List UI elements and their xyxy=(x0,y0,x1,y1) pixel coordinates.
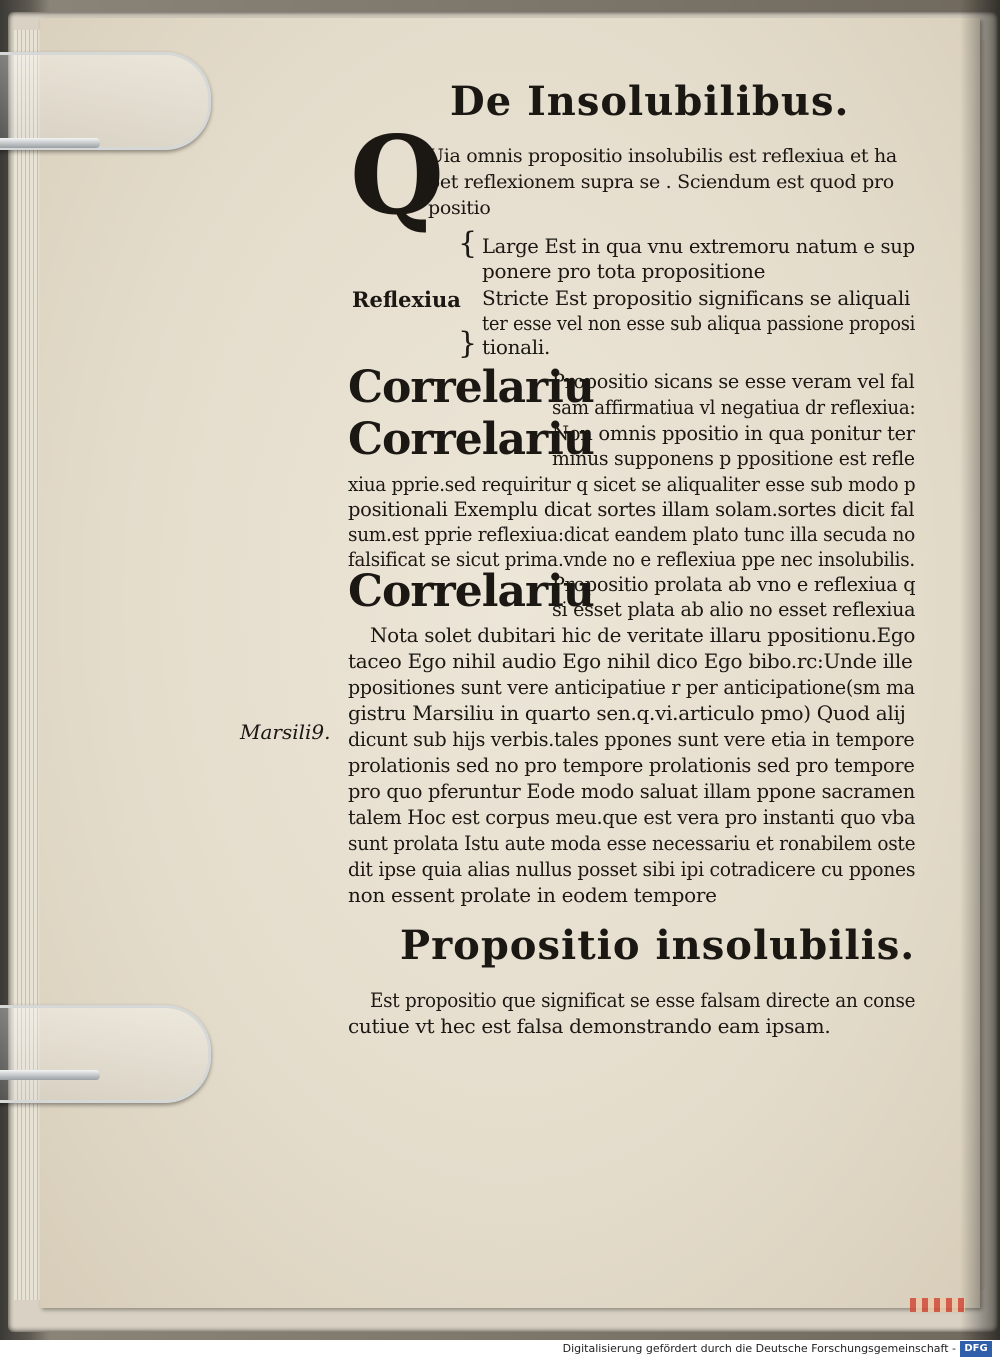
nota-line: gistru Marsiliu in quarto sen.q.vi.articulo pmo) Quod alij xyxy=(348,701,906,725)
corollary-line: positionali Exemplu dicat sortes illam solam.sortes dicit fal xyxy=(348,497,915,521)
corollary-heading: Correlariu xyxy=(348,362,594,413)
intro-line: bet reflexionem supra se . Sciendum est quod pro xyxy=(428,171,894,193)
nota-line: ppositiones sunt vere anticipatiue r per anticipatione(sm ma xyxy=(348,675,915,699)
color-calibration-strip xyxy=(910,1298,965,1312)
bracket-open: { xyxy=(458,226,478,261)
nota-line: non essent prolate in eodem tempore xyxy=(348,883,717,907)
corollary-line: Non omnis ppositio in qua ponitur ter xyxy=(552,421,915,445)
book-clamp-bottom xyxy=(0,1005,211,1103)
definition-line: tionali. xyxy=(482,335,551,359)
clamp-bar-bottom xyxy=(0,1070,100,1080)
corollary-line: sam affirmatiua vl negatiua dr reflexiua: xyxy=(552,395,916,419)
bracket-close: } xyxy=(458,326,478,361)
definition-line: ter esse vel non esse sub aliqua passione proposi xyxy=(482,311,916,335)
definition-line: Stricte Est propositio significans se aliquali xyxy=(482,286,911,310)
nota-line: dit ipse quia alias nullus posset sibi ipi cotradicere cu ppones xyxy=(348,857,916,881)
definition-label: Reflexiua xyxy=(352,287,461,312)
nota-line: sunt prolata Istu aute moda esse necessariu et ronabilem oste xyxy=(348,831,916,855)
corollary-line: xiua pprie.sed requiritur q sicet se aliqualiter esse sub modo p xyxy=(348,472,916,496)
gutter-shadow xyxy=(960,0,1000,1340)
definition-text-line: cutiue vt hec est falsa demonstrando eam ipsam. xyxy=(348,1014,831,1038)
section-heading: Propositio insolubilis. xyxy=(400,922,916,969)
page-heading: De Insolubilibus. xyxy=(450,78,850,125)
corollary-line: Propositio prolata ab vno e reflexiua q xyxy=(552,572,916,596)
footer-credit: Digitalisierung gefördert durch die Deutsche Forschungsgemeinschaft - xyxy=(562,1342,956,1355)
nota-line: pro quo pferuntur Eode modo saluat illam ppone sacramen xyxy=(348,779,915,803)
corollary-line: si esset plata ab alio no esset reflexiua xyxy=(552,597,916,621)
nota-line: prolationis sed no pro tempore prolationis sed pro tempore xyxy=(348,753,915,777)
corollary-line: minus supponens p ppositione est refle xyxy=(552,446,915,470)
intro-line: positio xyxy=(428,197,491,219)
corollary-line: Propositio sicans se esse veram vel fal xyxy=(552,369,915,393)
intro-line: Uia omnis propositio insolubilis est reflexiua et ha xyxy=(428,145,897,167)
corollary-line: sum.est pprie reflexiua:dicat eandem plato tunc illa secuda no xyxy=(348,522,915,546)
definition-line: Large Est in qua vnu extremoru natum e sup xyxy=(482,234,915,258)
definition-text-line: Est propositio que significat se esse falsam directe an conse xyxy=(370,988,916,1012)
definition-line: ponere pro tota propositione xyxy=(482,259,766,283)
nota-line: Nota solet dubitari hic de veritate illaru ppositionu.Ego xyxy=(370,623,916,647)
corollary-line: falsificat se sicut prima.vnde no e reflexiua ppe nec insolubilis. xyxy=(348,547,915,571)
nota-line: taceo Ego nihil audio Ego nihil dico Ego bibo.rc:Unde ille xyxy=(348,649,913,673)
drop-cap: Q xyxy=(350,113,445,239)
clamp-bar-top xyxy=(0,138,100,148)
margin-note: Marsili9. xyxy=(240,720,331,744)
corollary-heading: Correlariu xyxy=(348,566,594,617)
book-clamp-top xyxy=(0,52,211,150)
nota-line: talem Hoc est corpus meu.que est vera pro instanti quo vba xyxy=(348,805,916,829)
nota-line: dicunt sub hijs verbis.tales ppones sunt vere etia in tempore xyxy=(348,727,915,751)
dfg-logo: DFG xyxy=(960,1341,992,1357)
corollary-heading: Correlariu xyxy=(348,414,594,465)
